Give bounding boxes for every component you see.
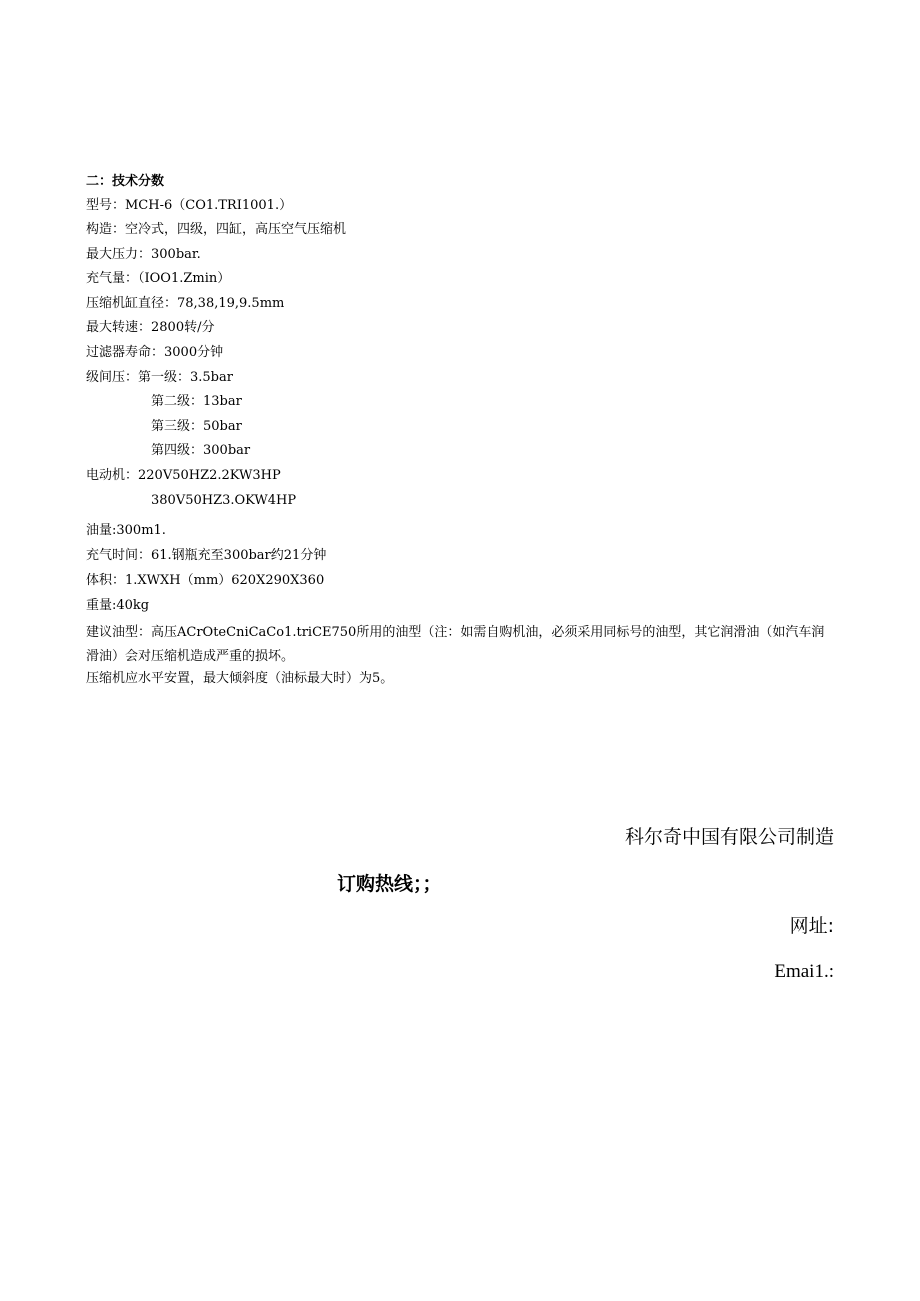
weight-line: 重量:40kg (86, 598, 150, 613)
dimensions-line: 体积：1.XWXH（mm）620X290X360 (86, 573, 325, 588)
motor-line-1: 电动机：220V50HZ2.2KW3HP (86, 468, 281, 483)
oil-type-paragraph: 建议油型：高压ACrOteCniCaCo1.triCE750所用的油型（注：如需自购机油，必须采用同标号的油型，其它润滑油（如汽车润滑油）会对压缩机造成严重的损坏。 (86, 625, 825, 664)
charge-line: 充气量：（IOO1.Zmin） (86, 271, 231, 286)
stage3-line: 第三级：50bar (151, 419, 242, 434)
cylinder-diameter-line: 压缩机缸直径：78,38,19,9.5mm (86, 296, 285, 311)
stage4-line: 第四级：300bar (151, 443, 251, 458)
fill-time-line: 充气时间：61.钢瓶充至300bar约21分钟 (86, 548, 327, 563)
installation-line: 压缩机应水平安置，最大倾斜度（油标最大时）为5。 (86, 671, 394, 686)
section-heading: 二：技术分数 (86, 174, 165, 189)
hotline-text: 订购热线；； (337, 873, 442, 895)
max-speed-line: 最大转速：2800转/分 (86, 320, 215, 335)
filter-life-line: 过滤器寿命：3000分钟 (86, 345, 224, 360)
stage1-line: 级间压：第一级：3.5bar (86, 370, 233, 385)
stage2-line: 第二级：13bar (151, 394, 242, 409)
max-pressure-line: 最大压力：300bar. (86, 247, 201, 262)
motor-line-2: 380V50HZ3.OKW4HP (151, 493, 297, 508)
construction-line: 构造：空冷式，四级，四缸，高压空气压缩机 (86, 222, 347, 237)
model-line: 型号：MCH-6（CO1.TRI1001.） (86, 198, 293, 213)
website-text: 网址: (789, 915, 834, 937)
oil-volume-line: 油量:300m1. (86, 523, 166, 538)
email-text: Emai1.: (774, 961, 834, 982)
manufacturer-text: 科尔奇中国有限公司制造 (624, 826, 834, 848)
